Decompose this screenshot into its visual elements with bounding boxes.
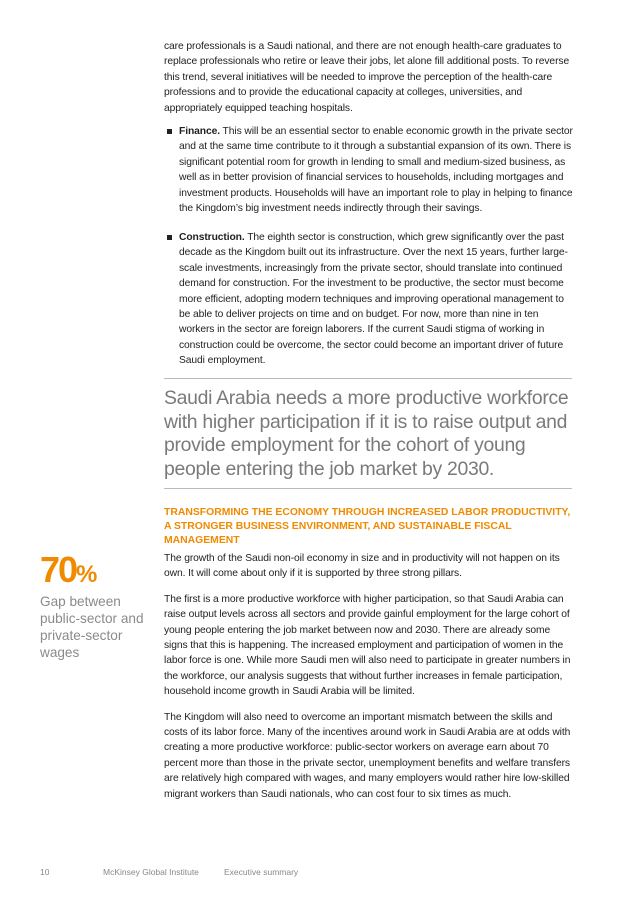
sidebar-stat (40, 549, 150, 661)
divider (164, 488, 572, 489)
bullet-text: This will be an essential sector to enable economic growth in the private sector and at the same time contribute to it through a substantial expansion of its own. There is significant potential room for growth in lending to small and medium-sized business, as well as in better provision of financial services to households, including mortgages and investment products. Households will have an important role to play in helping to finance the Kingdom’s big investment needs indirectly through their savings. (179, 126, 573, 215)
bullet-title: Construction. (179, 232, 245, 243)
bullet-finance (164, 124, 574, 216)
body-paragraphs (164, 551, 574, 802)
stat-label: Gap between public-sector and private-sector wages (40, 594, 144, 660)
bullet-icon (167, 235, 172, 240)
bullet-icon (167, 129, 172, 134)
stat-value: 70% (40, 549, 96, 590)
page-number: 10 (40, 867, 50, 877)
bullet-text: The eighth sector is construction, which grew significantly over the past decade as the Kingdom built out its infrastructure. Over the next 15 years, further large-scale investments, increasingly from the private sector, should translate into continued demand for construction. For the investment to be productive, the sector must become more efficient, adopting modern techniques and improving operational management to be able to deliver projects on time and on budget. For now, more than nine in ten workers in the sector are foreign laborers. If the current Saudi stigma of working in construction could be overcome, the sector could become an important driver of future Saudi employment. (179, 232, 568, 367)
intro-block (164, 39, 574, 116)
section-heading: TRANSFORMING THE ECONOMY THROUGH INCREASED LABOR PRODUCTIVITY, A STRONGER BUSINESS ENVIRONMENT, AND SUSTAINABLE FISCAL MANAGEMENT (164, 507, 571, 547)
paragraph: The Kingdom will also need to overcome an important mismatch between the skills and costs of its labor force. Many of the incentives around work in Saudi Arabia are at odds with creating a more productive workforce: public-sector workers on average earn about 70 percent more than those in the private sector, unemployment benefits and welfare transfers are relatively high compared with wages, and many employers would rather hire low-skilled migrant workers than Saudi nationals, who can cost four to six times as much. (164, 711, 571, 800)
bullet-construction (164, 230, 574, 369)
bullet-title: Finance. (179, 126, 220, 137)
paragraph: The first is a more productive workforce with higher participation, so that Saudi Arabia can raise output levels across all sectors and provide gainful employment for the large cohort of young people entering the job market between now and 2030. There are already some signs that this is happening. The increased employment and participation of women in the labor force is one. While more Saudi men will also need to participate in greater numbers in the workforce, our analysis suggests that without further increases in female participation, household income growth in Saudi Arabia will be limited. (164, 593, 571, 698)
footer-publisher: McKinsey Global Institute (103, 867, 199, 877)
stat-unit: % (76, 561, 96, 588)
footer-section: Executive summary (224, 867, 299, 877)
paragraph: The growth of the Saudi non-oil economy in size and in productivity will not happen on its own. It will come about only if it is supported by three strong pillars. (164, 553, 560, 580)
intro-paragraph: care professionals is a Saudi national, and there are not enough health-care graduates to replace professionals who retire or leave their jobs, let alone fill additional posts. To reverse this trend, several initiatives will be needed to improve the perception of the health-care professions and to provide the educational capacity at colleges, universities, and appropriately equipped teaching hospitals. (164, 41, 570, 114)
divider (164, 378, 572, 379)
pull-quote: Saudi Arabia needs a more productive workforce with higher participation if it is to raise output and provide employment for the cohort of young people entering the job market by 2030. (164, 387, 569, 480)
